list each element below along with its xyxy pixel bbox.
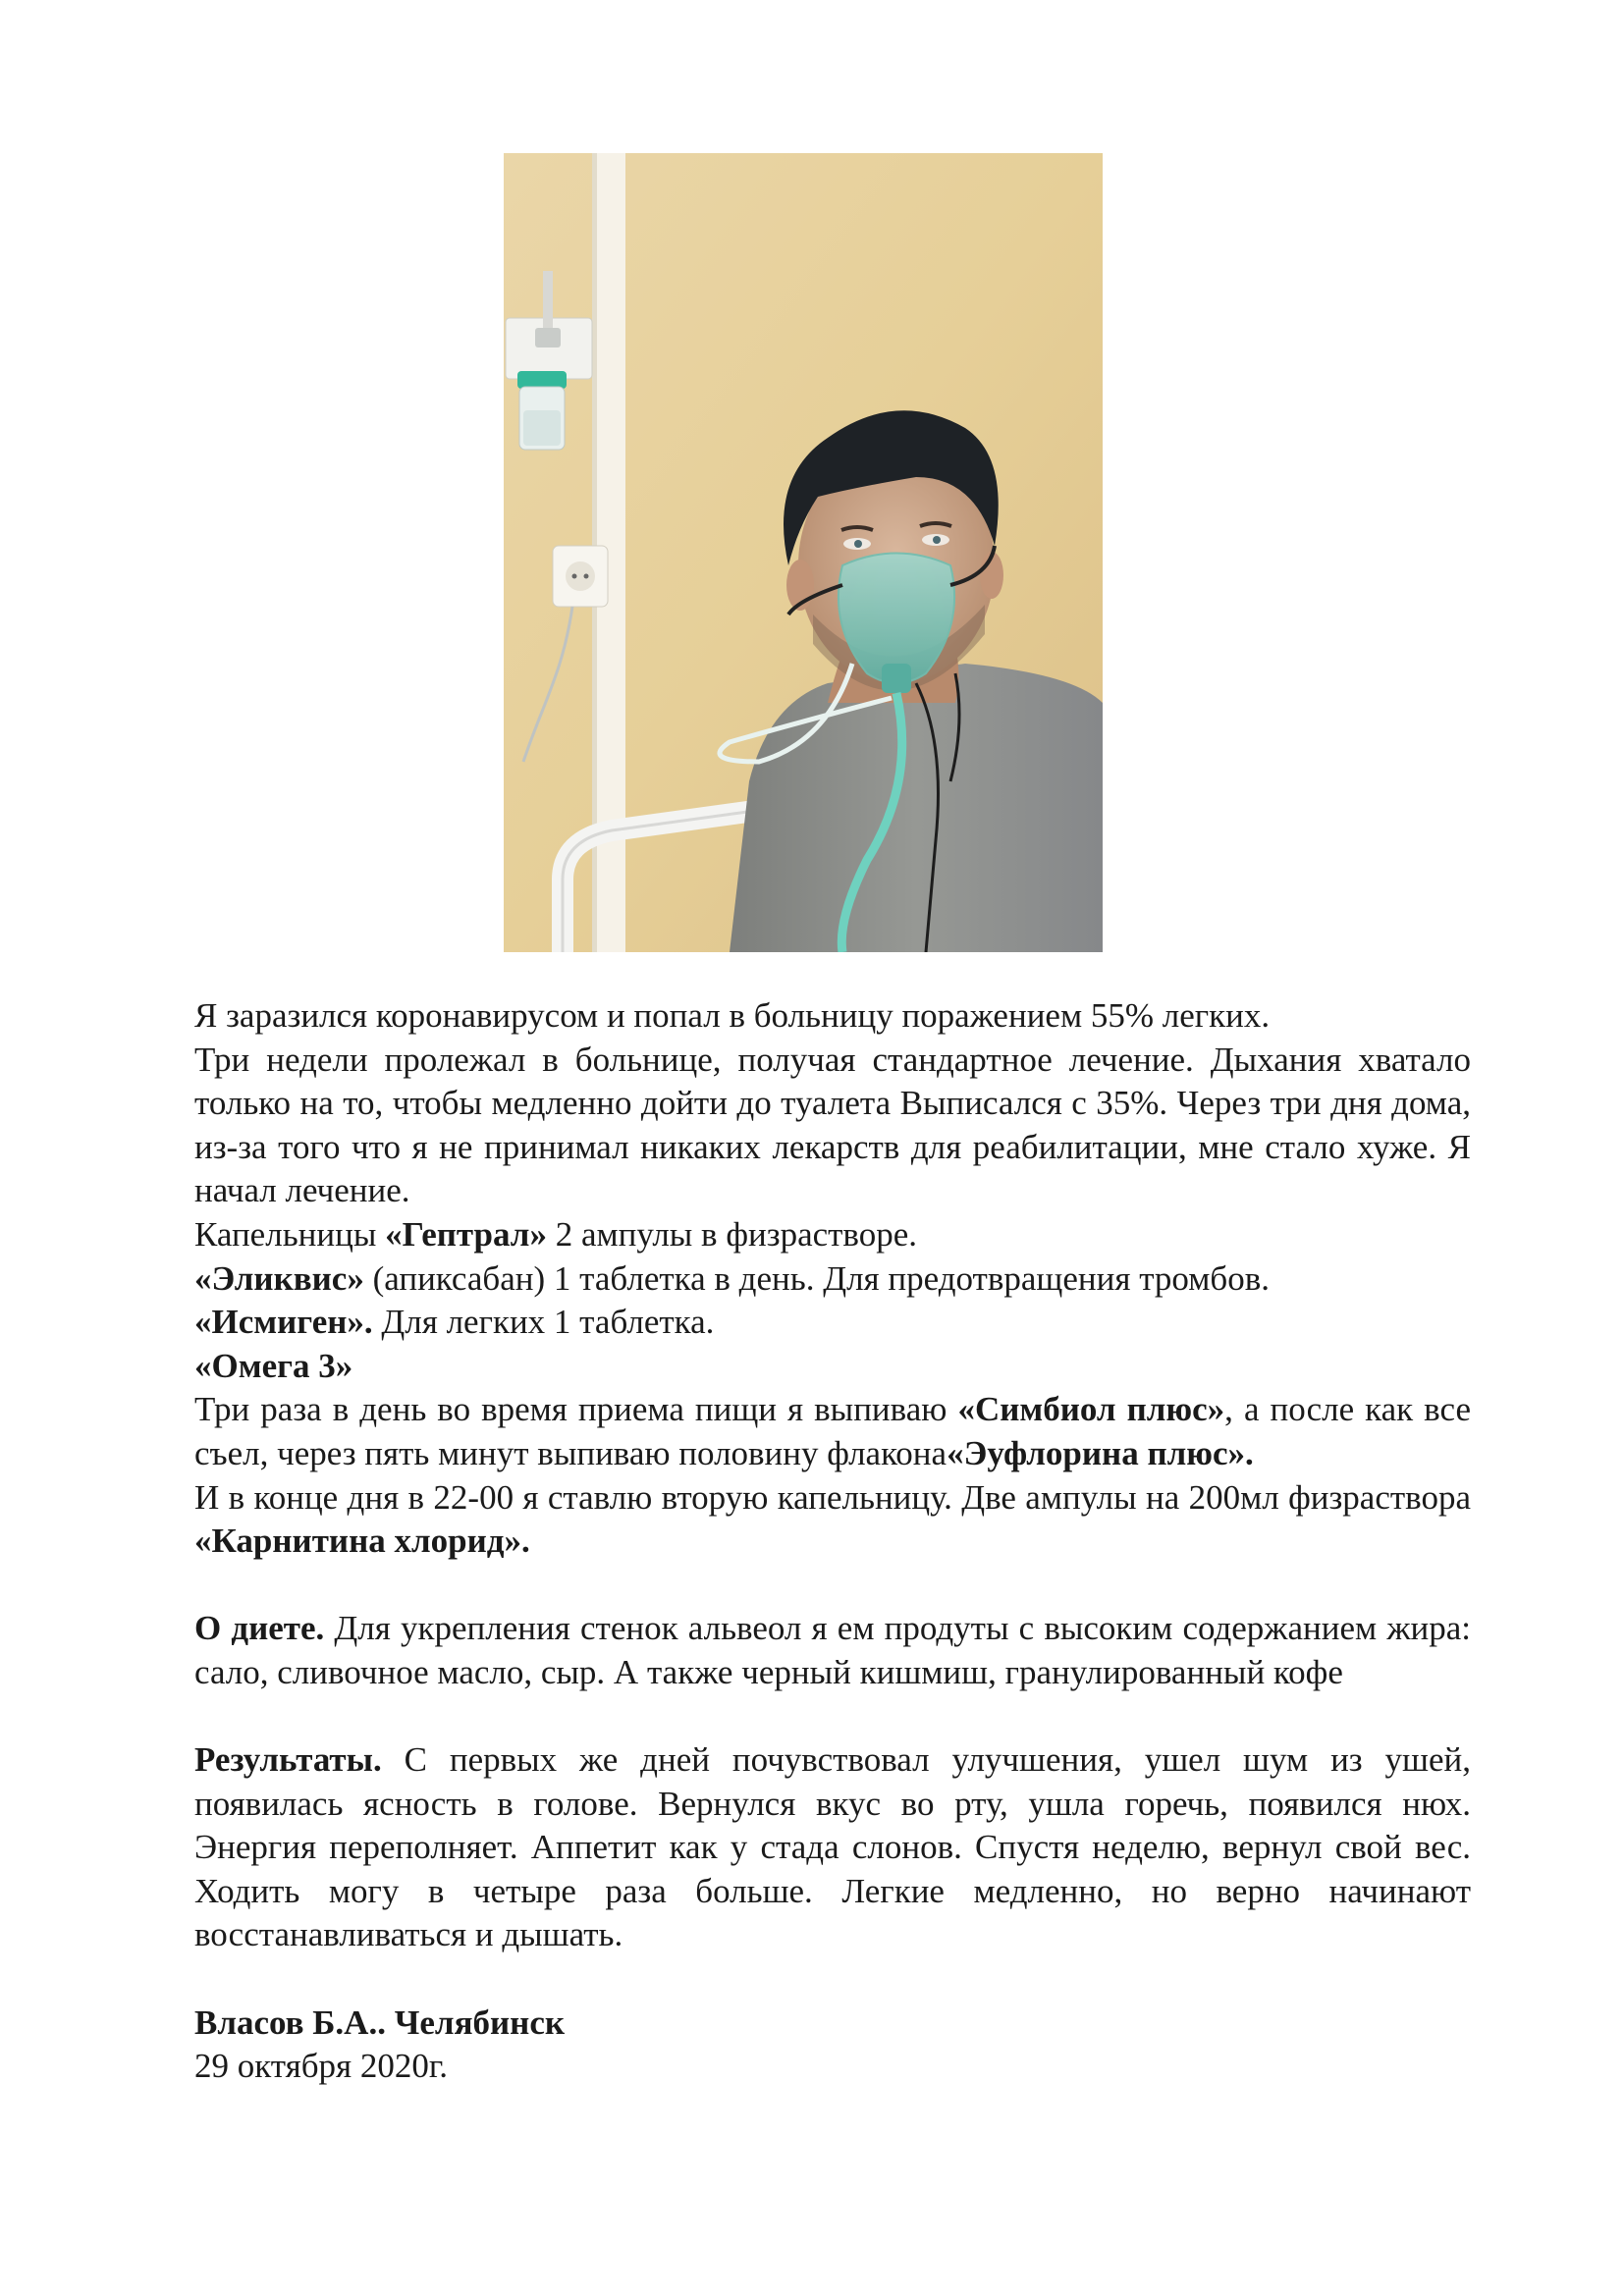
med-name: «Омега 3» [194,1346,353,1385]
document-body [194,994,1471,2089]
med-ismigen: «Исмиген». Для легких 1 таблетка. [194,1303,715,1342]
patient-photo [504,153,1103,952]
diet-heading: О диете. [194,1609,325,1648]
med-name: «Эликвис» [194,1258,364,1298]
med-elikvis: «Эликвис» (апиксабан) 1 таблетка в день. Для предотвращения тромбов. [194,1258,1270,1298]
signature-date: 29 октября 2020г. [194,2047,449,2086]
med-name: «Симбиол плюс» [957,1390,1225,1429]
med-simbiol: Три раза в день во время приема пищи я выпиваю «Симбиол плюс», а после как все съел, через пять минут выпиваю половину флакона«Эуфлорина плюс». [194,1390,1471,1472]
signature-author: Власов Б.А.. Челябинск [194,2002,566,2042]
results-paragraph: Результаты. С первых же дней почувствовал улучшения, ушел шум из ушей, появилась ясность в голове. Вернулся вкус во рту, ушла горечь, появился нюх. Энергия переполняет. Аппетит как у стада слонов. Спустя неделю, вернул свой вес. Ходить могу в четыре раза больше. Легкие медленно, но верно начинают восстанавливаться и дышать. [194,1740,1471,1954]
med-name: «Гептрал» [385,1214,547,1254]
hospital-patient-oxygen-mask-photo [504,153,1103,952]
med-geptral: Капельницы «Гептрал» 2 ампулы в физрастворе. [194,1214,918,1254]
med-name: «Карнитина хлорид». [194,1522,530,1561]
med-name: «Исмиген». [194,1303,373,1342]
spacer [194,1695,1471,1739]
med-name: «Эуфлорина плюс». [947,1433,1254,1472]
results-heading: Результаты. [194,1740,382,1780]
spacer [194,1957,1471,2002]
diet-paragraph: О диете. Для укрепления стенок альвеол я ем продуты с высоким содержанием жира: сало, сливочное масло, сыр. А также черный кишмиш, гранулированный кофе [194,1609,1471,1691]
intro-line-1: Я заразился коронавирусом и попал в больницу поражением 55% легких. [194,996,1271,1035]
intro-paragraph: Три недели пролежал в больнице, получая стандартное лечение. Дыхания хватало только на то, чтобы медленно дойти до туалета Выписался с 35%. Через три дня дома, из-за того что я не принимал никаких лекарств для реабилитации, мне стало хуже. Я начал лечение. [194,1040,1471,1210]
spacer [194,1564,1471,1608]
med-karnitin: И в конце дня в 22-00 я ставлю вторую капельницу. Две ампулы на 200мл физраствора «Карнитина хлорид». [194,1477,1471,1561]
med-omega [194,1345,1471,1389]
